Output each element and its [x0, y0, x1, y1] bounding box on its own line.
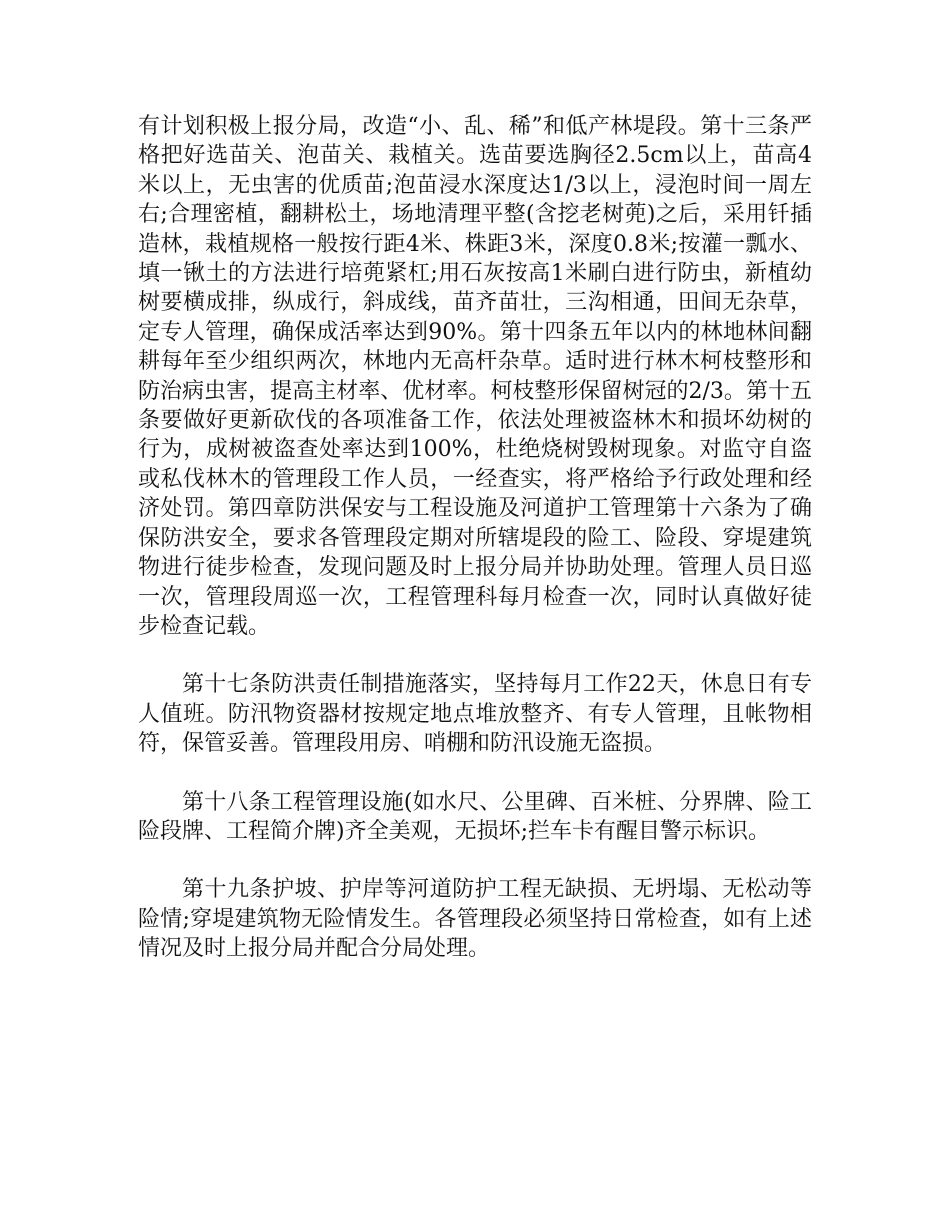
- paragraph-4: 第十九条护坡、护岸等河道防护工程无缺损、无坍塌、无松动等险情;穿堤建筑物无险情发生。各管理段必须坚持日常检查，如有上述情况及时上报分局并配合分局处理。: [138, 877, 812, 962]
- paragraph-2: 第十七条防洪责任制措施落实，坚持每月工作22天，休息日有专人值班。防汛物资器材按规定地点堆放整齐、有专人管理，且帐物相符，保管妥善。管理段用房、哨棚和防汛设施无盗损。: [138, 672, 812, 757]
- paragraph-1: 有计划积极上报分局，改造“小、乱、稀”和低产林堤段。第十三条严格把好选苗关、泡苗关、栽植关。选苗要选胸径2.5cm以上，苗高4米以上，无虫害的优质苗;泡苗浸水深度达1/3以上，浸泡时间一周左右;合理密植，翻耕松土，场地清理平整(含挖老树蔸)之后，采用钎插造林，栽植规格一般按行距4米、株距3米，深度0.8米;按灌一瓢水、填一锹土的方法进行培蔸紧杠;用石灰按高1米刷白进行防虫，新植幼树要横成排，纵成行，斜成线，苗齐苗壮，三沟相通，田间无杂草，定专人管理，确保成活率达到90%。第十四条五年以内的林地林间翻耕每年至少组织两次，林地内无高杆杂草。适时进行林木柯枝整形和防治病虫害，提高主材率、优材率。柯枝整形保留树冠的2/3。第十五条要做好更新砍伐的各项准备工作，依法处理被盗林木和损坏幼树的行为，成树被盗查处率达到100%，杜绝烧树毁树现象。对监守自盗或私伐林木的管理段工作人员，一经查实，将严格给予行政处理和经济处罚。第四章防洪保安与工程设施及河道护工管理第十六条为了确保防洪安全，要求各管理段定期对所辖堤段的险工、险段、穿堤建筑物进行徒步检查，发现问题及时上报分局并协助处理。管理人员日巡一次，管理段周巡一次，工程管理科每月检查一次，同时认真做好徒步检查记载。: [138, 114, 812, 639]
- document-body: [138, 112, 812, 993]
- paragraph-3: 第十八条工程管理设施(如水尺、公里碑、百米桩、分界牌、险工险段牌、工程简介牌)齐全美观，无损坏;拦车卡有醒目警示标识。: [138, 789, 812, 844]
